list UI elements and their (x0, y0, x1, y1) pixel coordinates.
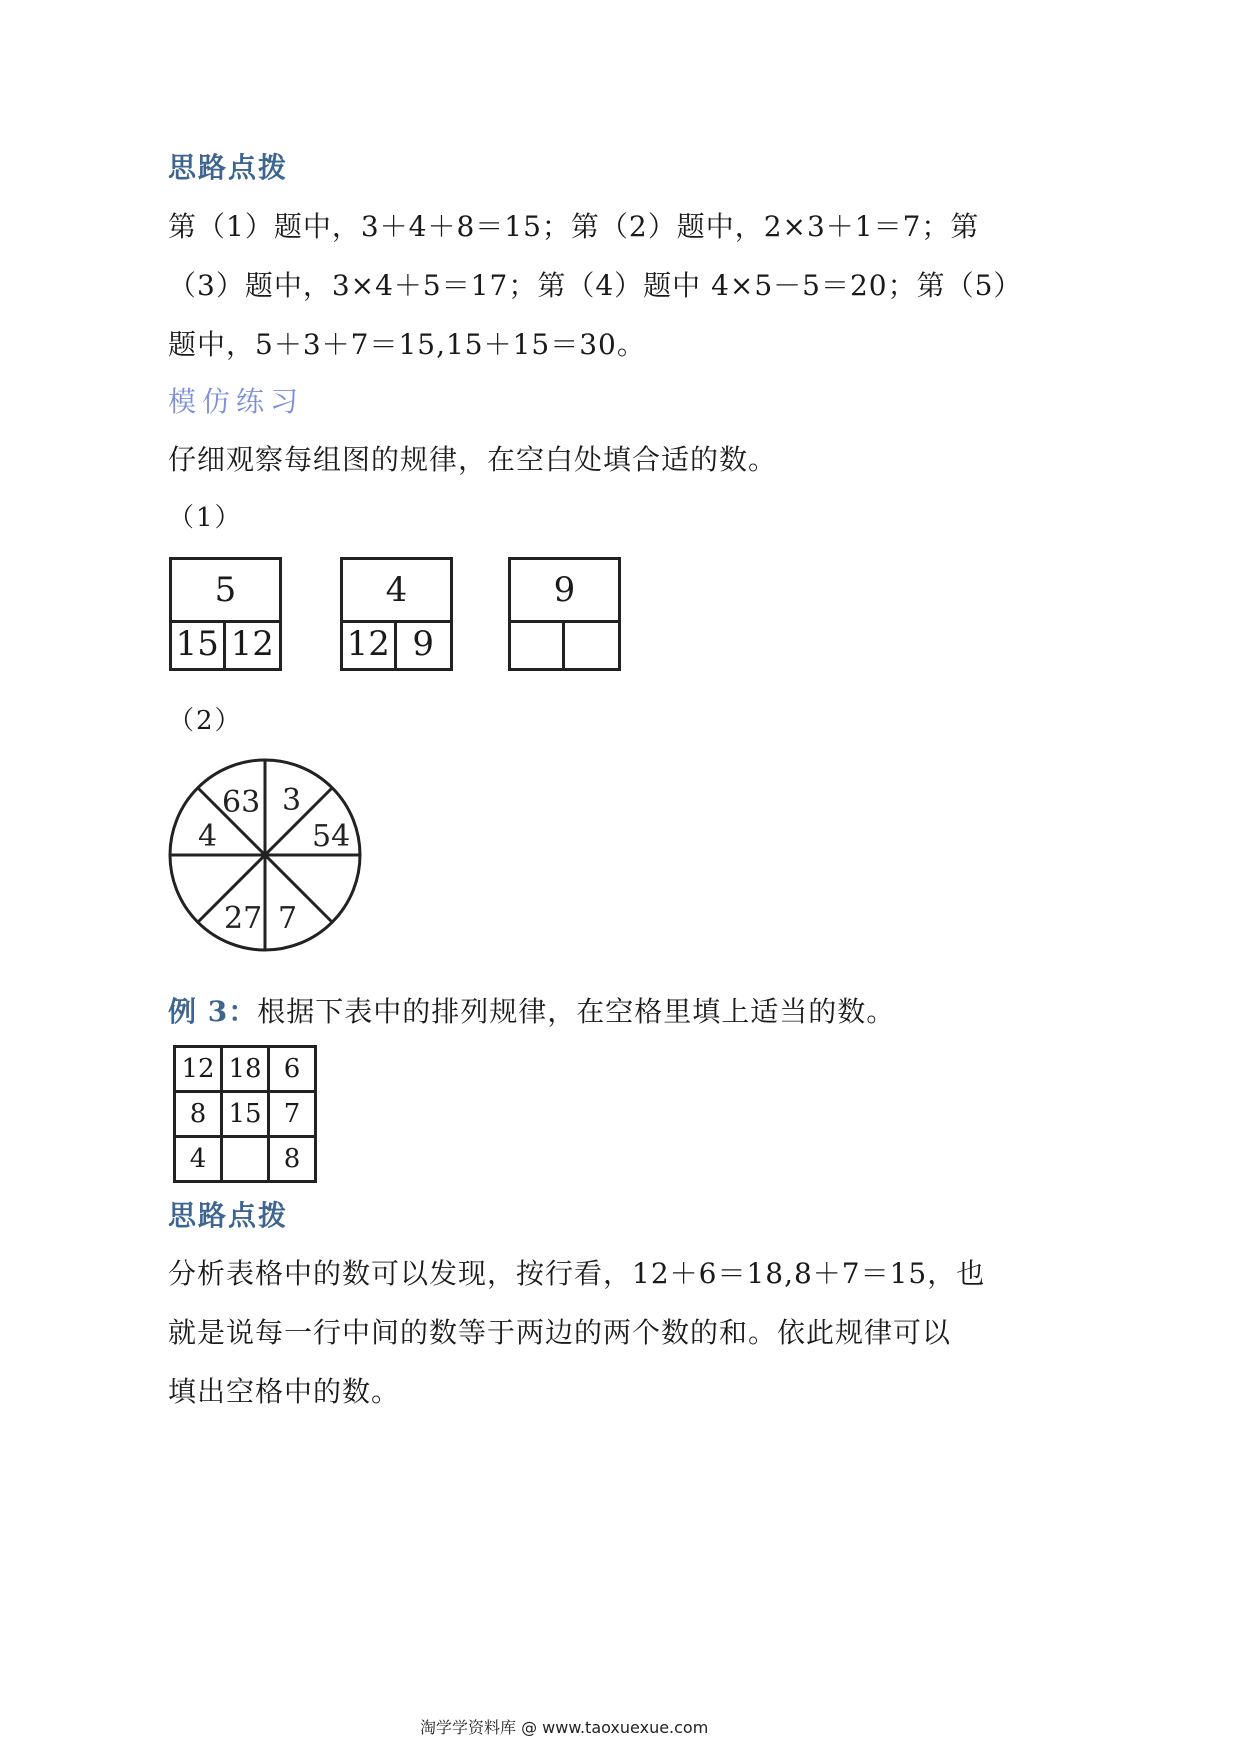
box-left-blank (511, 620, 565, 668)
hint-line-3: 题中，5＋3＋7＝15,15＋15＝30。 (168, 328, 646, 361)
number-box-1 (169, 557, 282, 671)
wheel-value-right-upper: 54 (312, 819, 351, 854)
example3-label: 例 3： (168, 995, 258, 1028)
part2-label: （2） (168, 706, 243, 736)
hint-heading-2: 思路点拨 (168, 1199, 289, 1232)
number-wheel (166, 754, 366, 956)
wheel-value-top-left: 63 (222, 785, 261, 820)
page-footer: 淘学学资料库 @ www.taoxuexue.com (420, 1718, 709, 1737)
wheel-value-bottom-right: 7 (278, 901, 298, 936)
box-right-blank (565, 620, 619, 668)
example3-table (173, 1045, 317, 1183)
table-row (175, 1137, 316, 1182)
wheel-value-bottom-left: 27 (224, 901, 263, 936)
hint-line-1: 第（1）题中，3＋4＋8＝15；第（2）题中，2×3＋1＝7；第 (168, 210, 980, 243)
wheel-value-left-upper: 4 (198, 819, 218, 854)
table-cell: 12 (175, 1047, 222, 1092)
table-cell: 8 (175, 1092, 222, 1137)
hint2-line-2: 就是说每一行中间的数等于两边的两个数的和。依此规律可以 (168, 1316, 952, 1349)
box-right-value: 12 (230, 624, 274, 664)
table-row (175, 1047, 316, 1092)
hint2-line-3: 填出空格中的数。 (168, 1375, 401, 1408)
table-row (175, 1092, 316, 1137)
table-cell: 4 (175, 1137, 222, 1182)
practice-instruction: 仔细观察每组图的规律，在空白处填合适的数。 (168, 443, 778, 476)
box-left-value: 15 (172, 620, 226, 668)
box-right-value: 9 (412, 624, 435, 664)
box-top-value: 5 (172, 560, 279, 623)
table-cell: 7 (269, 1092, 316, 1137)
hint2-line-1: 分析表格中的数可以发现，按行看，12＋6＝18,8＋7＝15，也 (168, 1257, 986, 1290)
table-cell: 8 (269, 1137, 316, 1182)
box-top-value: 4 (343, 560, 450, 623)
hint-heading-1: 思路点拨 (168, 151, 289, 184)
table-cell: 15 (222, 1092, 269, 1137)
example3-text: 根据下表中的排列规律，在空格里填上适当的数。 (257, 995, 896, 1028)
box-top-value: 9 (511, 560, 618, 623)
table-cell-blank (222, 1137, 269, 1182)
box-left-value: 12 (343, 620, 397, 668)
number-box-2 (340, 557, 453, 671)
number-box-3 (508, 557, 621, 671)
part1-label: （1） (168, 503, 243, 533)
table-cell: 18 (222, 1047, 269, 1092)
practice-heading: 模仿练习 (168, 385, 305, 418)
table-cell: 6 (269, 1047, 316, 1092)
example3-line (168, 990, 895, 1030)
hint-line-2: （3）题中，3×4＋5＝17；第（4）题中 4×5－5＝20；第（5） (168, 269, 1023, 302)
wheel-value-top-right: 3 (282, 783, 302, 818)
